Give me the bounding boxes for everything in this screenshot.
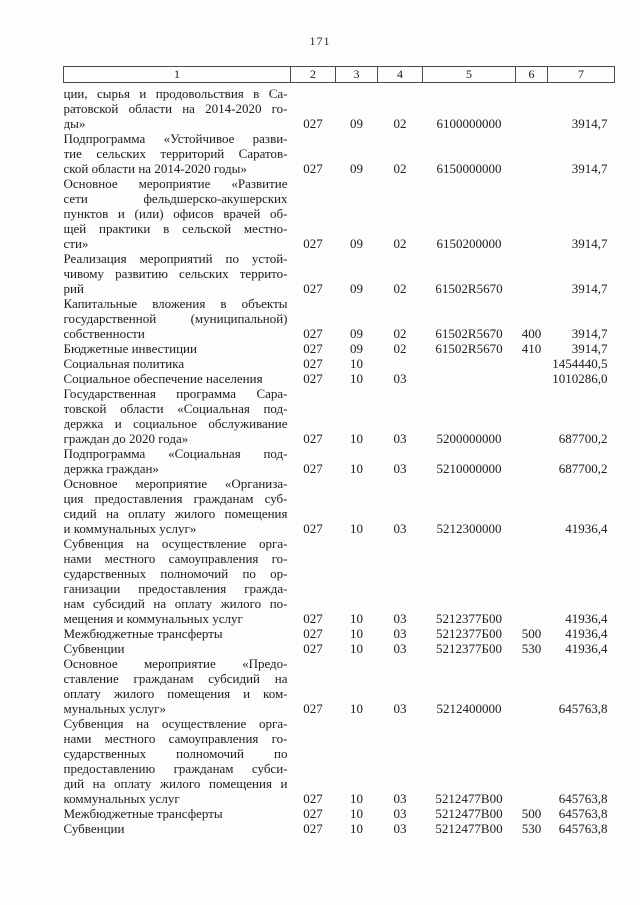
amount-cell: 687700,2 bbox=[558, 431, 608, 446]
code-section-cell: 10 bbox=[350, 791, 363, 806]
code-expense-type-cell bbox=[516, 356, 548, 371]
table-row bbox=[64, 716, 615, 806]
code-grbs-cell: 027 bbox=[303, 806, 323, 821]
description-cell bbox=[64, 296, 291, 341]
description-line: дий на оплату жилого помещения и bbox=[63, 776, 288, 791]
code-target-article-cell: 5212377Б00 bbox=[436, 626, 502, 641]
description-cell bbox=[64, 176, 291, 251]
amount-cell: 41936,4 bbox=[565, 521, 608, 536]
amount-cell: 41936,4 bbox=[565, 641, 608, 656]
description-line: государственной (муниципальной) bbox=[63, 311, 288, 326]
amount-cell: 645763,8 bbox=[558, 806, 608, 821]
description-line: чивому развитию сельских террито- bbox=[63, 266, 288, 281]
table-row bbox=[64, 251, 615, 296]
description-line: Подпрограмма «Социальная под- bbox=[63, 446, 288, 461]
code-target-article-cell bbox=[423, 356, 516, 371]
description-line: коммунальных услуг bbox=[63, 791, 180, 806]
description-line: Социальное обеспечение населения bbox=[63, 371, 263, 386]
code-target-article-cell: 5210000000 bbox=[436, 461, 502, 476]
code-grbs-cell: 027 bbox=[303, 821, 323, 836]
description-line: мунальных услуг» bbox=[63, 701, 167, 716]
code-grbs-cell: 027 bbox=[303, 356, 323, 371]
code-target-article-cell: 61502R5670 bbox=[435, 341, 503, 356]
code-subsection-cell: 02 bbox=[393, 326, 407, 341]
code-grbs-cell: 027 bbox=[303, 116, 323, 131]
code-expense-type-cell: 530 bbox=[521, 821, 542, 836]
code-section-cell: 10 bbox=[350, 821, 363, 836]
description-line: Основное мероприятие «Развитие bbox=[63, 176, 288, 191]
code-section-cell: 09 bbox=[350, 341, 363, 356]
description-line: сударственных полномочий по ор- bbox=[63, 566, 288, 581]
description-cell bbox=[64, 371, 291, 386]
code-target-article-cell: 5212400000 bbox=[436, 701, 502, 716]
description-cell bbox=[64, 626, 291, 641]
table-row bbox=[64, 446, 615, 476]
code-expense-type-cell: 400 bbox=[521, 326, 542, 341]
code-grbs-cell: 027 bbox=[303, 626, 323, 641]
code-subsection-cell bbox=[378, 356, 423, 371]
code-subsection-cell: 03 bbox=[393, 371, 407, 386]
description-line: и коммунальных услуг» bbox=[63, 521, 197, 536]
description-line: собственности bbox=[63, 326, 145, 341]
description-line: ставление гражданам субсидий на bbox=[63, 671, 288, 686]
description-cell bbox=[64, 821, 291, 836]
description-line: Основное мероприятие «Предо- bbox=[63, 656, 288, 671]
description-line: граждан до 2020 года» bbox=[63, 431, 189, 446]
description-line: ция предоставления гражданам суб- bbox=[63, 491, 288, 506]
description-cell bbox=[64, 806, 291, 821]
table-row bbox=[64, 371, 615, 386]
code-expense-type-cell bbox=[516, 251, 548, 296]
code-section-cell: 09 bbox=[350, 116, 363, 131]
table-row bbox=[64, 536, 615, 626]
column-header-7: 7 bbox=[548, 67, 615, 83]
table-row bbox=[64, 356, 615, 371]
code-subsection-cell: 03 bbox=[393, 626, 407, 641]
description-line: нам субсидий на оплату жилого по- bbox=[63, 596, 288, 611]
code-target-article-cell: 5212477В00 bbox=[435, 791, 503, 806]
column-header-5: 5 bbox=[423, 67, 516, 83]
code-section-cell: 10 bbox=[350, 641, 363, 656]
description-line: Реализация мероприятий по устой- bbox=[63, 251, 288, 266]
description-line: нами местного самоуправления го- bbox=[63, 731, 288, 746]
code-expense-type-cell bbox=[516, 371, 548, 386]
table-row bbox=[64, 83, 615, 132]
code-expense-type-cell bbox=[516, 386, 548, 446]
code-subsection-cell: 03 bbox=[393, 521, 407, 536]
code-section-cell: 10 bbox=[350, 611, 363, 626]
code-target-article-cell: 6100000000 bbox=[436, 116, 502, 131]
table-row bbox=[64, 296, 615, 341]
code-subsection-cell: 03 bbox=[393, 701, 407, 716]
code-section-cell: 10 bbox=[350, 701, 363, 716]
table-row bbox=[64, 476, 615, 536]
description-cell bbox=[64, 341, 291, 356]
amount-cell: 41936,4 bbox=[565, 611, 608, 626]
code-expense-type-cell bbox=[516, 176, 548, 251]
description-cell bbox=[64, 476, 291, 536]
table-header-row bbox=[64, 67, 615, 83]
code-section-cell: 10 bbox=[350, 431, 363, 446]
code-expense-type-cell bbox=[516, 131, 548, 176]
code-expense-type-cell bbox=[516, 536, 548, 626]
code-target-article-cell: 61502R5670 bbox=[435, 326, 503, 341]
code-expense-type-cell: 410 bbox=[521, 341, 542, 356]
budget-table bbox=[63, 66, 615, 836]
code-section-cell: 10 bbox=[350, 806, 363, 821]
table-row bbox=[64, 131, 615, 176]
description-line: Межбюджетные трансферты bbox=[63, 806, 223, 821]
code-target-article-cell: 61502R5670 bbox=[435, 281, 503, 296]
amount-cell: 687700,2 bbox=[558, 461, 608, 476]
amount-cell: 3914,7 bbox=[571, 116, 608, 131]
description-cell bbox=[64, 251, 291, 296]
page-number: 171 bbox=[309, 34, 331, 48]
code-subsection-cell: 02 bbox=[393, 161, 407, 176]
description-line: Субвенции bbox=[63, 641, 125, 656]
amount-cell: 645763,8 bbox=[558, 821, 608, 836]
code-section-cell: 09 bbox=[350, 326, 363, 341]
code-expense-type-cell bbox=[516, 716, 548, 806]
description-cell bbox=[64, 656, 291, 716]
code-grbs-cell: 027 bbox=[303, 431, 323, 446]
description-cell bbox=[64, 641, 291, 656]
code-target-article-cell: 5212477В00 bbox=[435, 806, 503, 821]
code-grbs-cell: 027 bbox=[303, 161, 323, 176]
description-line: Бюджетные инвестиции bbox=[63, 341, 197, 356]
code-grbs-cell: 027 bbox=[303, 641, 323, 656]
code-subsection-cell: 03 bbox=[393, 641, 407, 656]
table-row bbox=[64, 176, 615, 251]
amount-cell: 3914,7 bbox=[571, 326, 608, 341]
description-line: ции, сырья и продовольствия в Са- bbox=[63, 86, 288, 101]
code-subsection-cell: 02 bbox=[393, 281, 407, 296]
code-subsection-cell: 02 bbox=[393, 341, 407, 356]
code-target-article-cell: 6150000000 bbox=[436, 161, 502, 176]
table-row bbox=[64, 641, 615, 656]
code-subsection-cell: 03 bbox=[393, 461, 407, 476]
code-grbs-cell: 027 bbox=[303, 341, 323, 356]
code-target-article-cell: 5212377Б00 bbox=[436, 641, 502, 656]
code-section-cell: 10 bbox=[350, 521, 363, 536]
code-grbs-cell: 027 bbox=[303, 236, 323, 251]
code-expense-type-cell: 530 bbox=[521, 641, 542, 656]
code-section-cell: 09 bbox=[350, 236, 363, 251]
description-line: сети фельдшерско-акушерских bbox=[63, 191, 288, 206]
column-header-4: 4 bbox=[378, 67, 423, 83]
table-row bbox=[64, 341, 615, 356]
code-expense-type-cell: 500 bbox=[521, 806, 542, 821]
code-grbs-cell: 027 bbox=[303, 326, 323, 341]
description-line: Государственная программа Сара- bbox=[63, 386, 288, 401]
code-grbs-cell: 027 bbox=[303, 521, 323, 536]
table-row bbox=[64, 806, 615, 821]
description-line: Социальная политика bbox=[63, 356, 185, 371]
amount-cell: 3914,7 bbox=[571, 161, 608, 176]
table-row bbox=[64, 386, 615, 446]
code-target-article-cell: 6150200000 bbox=[436, 236, 502, 251]
code-subsection-cell: 03 bbox=[393, 806, 407, 821]
description-line: Субвенция на осуществление орга- bbox=[63, 716, 288, 731]
code-subsection-cell: 03 bbox=[393, 431, 407, 446]
description-cell bbox=[64, 536, 291, 626]
description-line: Субвенция на осуществление орга- bbox=[63, 536, 288, 551]
description-line: Субвенции bbox=[63, 821, 125, 836]
amount-cell: 645763,8 bbox=[558, 791, 608, 806]
description-line: сти» bbox=[63, 236, 89, 251]
column-header-6: 6 bbox=[516, 67, 548, 83]
table-row bbox=[64, 626, 615, 641]
description-line: ганизации предоставления гражда- bbox=[63, 581, 288, 596]
table-body bbox=[64, 83, 615, 837]
description-cell bbox=[64, 716, 291, 806]
amount-cell: 41936,4 bbox=[565, 626, 608, 641]
amount-cell: 645763,8 bbox=[558, 701, 608, 716]
amount-cell: 1010286,0 bbox=[552, 371, 608, 386]
code-grbs-cell: 027 bbox=[303, 791, 323, 806]
code-expense-type-cell bbox=[516, 83, 548, 132]
description-line: держка и социальное обслуживание bbox=[63, 416, 288, 431]
description-line: сидий на оплату жилого помещения bbox=[63, 506, 288, 521]
code-subsection-cell: 03 bbox=[393, 821, 407, 836]
table-row bbox=[64, 821, 615, 836]
description-line: тие сельских территорий Саратов- bbox=[63, 146, 288, 161]
description-line: ратовской области на 2014-2020 го- bbox=[63, 101, 288, 116]
column-header-3: 3 bbox=[336, 67, 378, 83]
code-subsection-cell: 02 bbox=[393, 116, 407, 131]
code-section-cell: 09 bbox=[350, 161, 363, 176]
description-line: ской области на 2014-2020 годы» bbox=[63, 161, 247, 176]
amount-cell: 3914,7 bbox=[571, 236, 608, 251]
description-line: сударственных полномочий по bbox=[63, 746, 288, 761]
description-line: предоставлению гражданам субси- bbox=[63, 761, 288, 776]
code-subsection-cell: 02 bbox=[393, 236, 407, 251]
code-section-cell: 10 bbox=[350, 356, 363, 371]
code-grbs-cell: 027 bbox=[303, 281, 323, 296]
description-line: рий bbox=[63, 281, 84, 296]
description-line: Подпрограмма «Устойчивое разви- bbox=[63, 131, 288, 146]
description-line: пунктов и (или) офисов врачей об- bbox=[63, 206, 288, 221]
code-section-cell: 10 bbox=[350, 461, 363, 476]
code-grbs-cell: 027 bbox=[303, 701, 323, 716]
code-target-article-cell: 5212300000 bbox=[436, 521, 502, 536]
code-expense-type-cell: 500 bbox=[521, 626, 542, 641]
code-grbs-cell: 027 bbox=[303, 611, 323, 626]
code-grbs-cell: 027 bbox=[303, 371, 323, 386]
code-expense-type-cell bbox=[516, 476, 548, 536]
description-line: мещения и коммунальных услуг bbox=[63, 611, 243, 626]
code-subsection-cell: 03 bbox=[393, 611, 407, 626]
description-line: держка граждан» bbox=[63, 461, 159, 476]
description-line: щей практики в сельской местно- bbox=[63, 221, 288, 236]
code-expense-type-cell bbox=[516, 446, 548, 476]
code-subsection-cell: 03 bbox=[393, 791, 407, 806]
code-target-article-cell bbox=[423, 371, 516, 386]
table-row bbox=[64, 656, 615, 716]
description-line: Межбюджетные трансферты bbox=[63, 626, 223, 641]
amount-cell: 3914,7 bbox=[571, 281, 608, 296]
description-line: товской области «Социальная под- bbox=[63, 401, 288, 416]
description-line: оплату жилого помещения и ком- bbox=[63, 686, 288, 701]
code-grbs-cell: 027 bbox=[303, 461, 323, 476]
amount-cell: 1454440,5 bbox=[552, 356, 608, 371]
description-cell bbox=[64, 356, 291, 371]
code-target-article-cell: 5212477В00 bbox=[435, 821, 503, 836]
description-line: Основное мероприятие «Организа- bbox=[63, 476, 288, 491]
code-section-cell: 09 bbox=[350, 281, 363, 296]
description-cell bbox=[64, 446, 291, 476]
description-cell bbox=[64, 131, 291, 176]
column-header-2: 2 bbox=[291, 67, 336, 83]
code-expense-type-cell bbox=[516, 656, 548, 716]
description-line: нами местного самоуправления го- bbox=[63, 551, 288, 566]
code-target-article-cell: 5200000000 bbox=[436, 431, 502, 446]
code-target-article-cell: 5212377Б00 bbox=[436, 611, 502, 626]
description-line: ды» bbox=[63, 116, 86, 131]
code-section-cell: 10 bbox=[350, 371, 363, 386]
amount-cell: 3914,7 bbox=[571, 341, 608, 356]
column-header-1: 1 bbox=[64, 67, 291, 83]
description-line: Капитальные вложения в объекты bbox=[63, 296, 288, 311]
code-section-cell: 10 bbox=[350, 626, 363, 641]
description-cell bbox=[64, 386, 291, 446]
description-cell bbox=[64, 83, 291, 132]
